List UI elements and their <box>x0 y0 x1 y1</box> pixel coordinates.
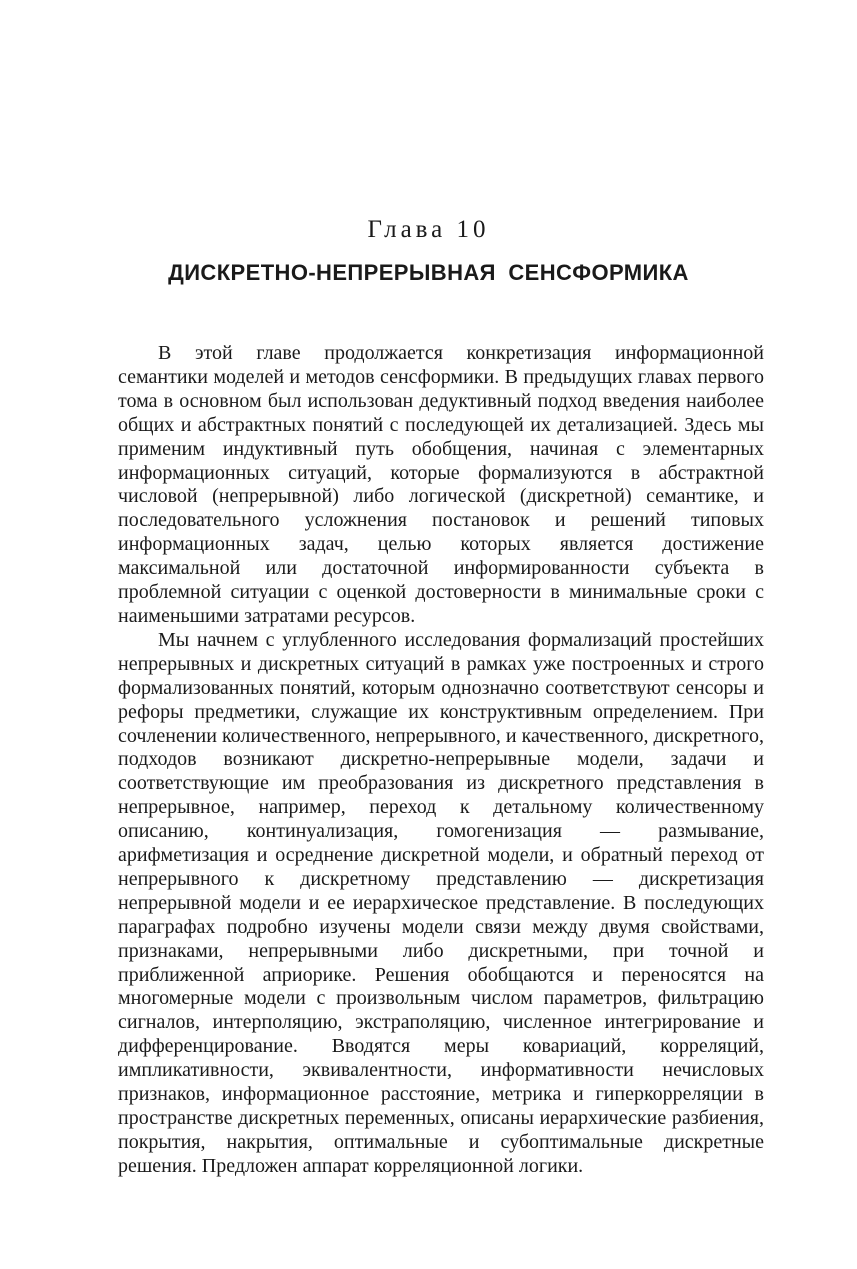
paragraph-intro: В этой главе продолжается конкретизация информационной семантики моделей и методов сенсформики. В предыдущих главах первого тома в основном был использован дедуктивный подход введения наиболее общих и абстрактных понятий с последующей их детализацией. Здесь мы применим индуктивный путь обобщения, начиная с элементарных информационных ситуаций, которые формализуются в абстрактной числовой (непрерывной) либо логической (дискретной) семантике, и последовательного усложнения постановок и решений типовых информационных задач, целью которых является достижение максимальной или достаточной информированности субъекта в проблемной ситуации с оценкой достоверности в минимальные сроки с наименьшими затратами ресурсов. <box>118 342 764 627</box>
chapter-body <box>118 342 764 1179</box>
chapter-title: ДИСКРЕТНО-НЕПРЕРЫВНАЯ СЕНСФОРМИКА <box>168 260 689 285</box>
paragraph-overview: Мы начнем с углубленного исследования формализаций простейших непрерывных и дискретных ситуаций в рамках уже построенных и строго формализованных понятий, которым однозначно соответствуют сенсоры и рефоры предметики, служащие их конструктивным определением. При сочленении количественного, непрерывного, и качественного, дискретного, подходов возникают дискретно-непрерывные модели, задачи и соответствующие им преобразования из дискретного представления в непрерывное, например, переход к детальному количественному описанию, континуализация, гомогенизация — размывание, арифметизация и осреднение дискретной модели, и обратный переход от непрерывного к дискретному представлению — дискретизация непрерывной модели и ее иерархическое представление. В последующих параграфах подробно изучены модели связи между двумя свойствами, признаками, непрерывными либо дискретными, при точной и приближенной априорике. Решения обобщаются и переносятся на многомерные модели с произвольным числом параметров, фильтрацию сигналов, интерполяцию, экстраполяцию, численное интегрирование и дифференцирование. Вводятся меры ковариаций, корреляций, импликативности, эквивалентности, информативности нечисловых признаков, информационное расстояние, метрика и гиперкорреляции в пространстве дискретных переменных, описаны иерархические разбиения, покрытия, накрытия, оптимальные и субоптимальные дискретные решения. Предложен аппарат корреляционной логики. <box>118 628 764 1177</box>
chapter-label: Глава 10 <box>367 216 490 243</box>
